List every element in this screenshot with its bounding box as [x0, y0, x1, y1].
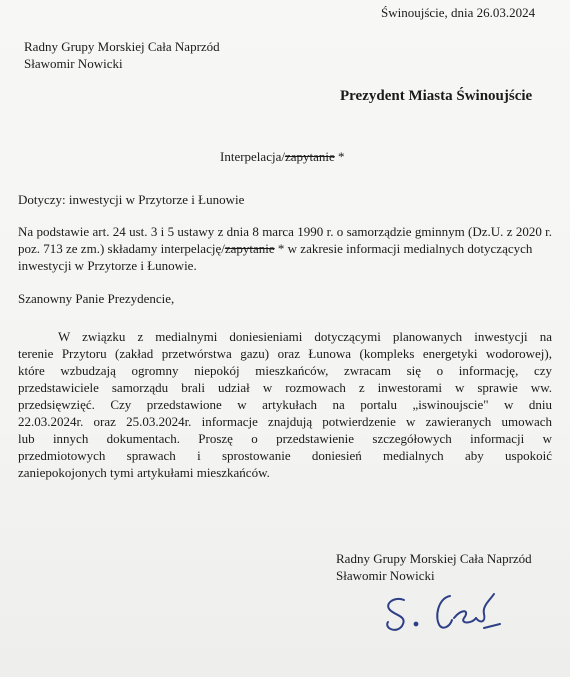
basis-line-1: Na podstawie art. 24 ust. 3 i 5 ustawy z dnia 8 marca 1990 r. o samorządzie gminnym (Dz.U. z 2020 r. — [18, 224, 552, 239]
closing-line-1: Radny Grupy Morskiej Cała Naprzód — [336, 551, 532, 566]
title-struck-word: zapytanie — [284, 149, 335, 164]
basis-line-2 — [18, 240, 552, 257]
handwritten-signature — [380, 588, 520, 636]
place-date: Świnoujście, dnia 26.03.2024 — [381, 5, 536, 20]
signature-stroke — [454, 611, 476, 622]
signature-stroke — [476, 594, 494, 621]
signature-stroke — [387, 599, 404, 630]
title-main: Interpelacja/ — [220, 149, 285, 164]
basis-line-2-a: poz. 713 ze zm.) składamy interpelację/ — [18, 241, 225, 256]
subject-line: Dotyczy: inwestycji w Przytorze i Łunowie — [18, 192, 245, 207]
addressee: Prezydent Miasta Świnoujście — [340, 88, 533, 104]
title-mark: * — [334, 149, 345, 164]
legal-basis-paragraph — [18, 223, 552, 274]
sender-line-2: Sławomir Nowicki — [24, 56, 123, 71]
basis-struck-word: zapytanie — [224, 241, 275, 256]
body-line: przedstawiciele samorządu brali udział w rozmowach z inwestorami w sprawie ww. — [18, 380, 552, 395]
body-line: przedsięwzięć. Czy przedstawione w artykułach na portalu „iswinoujscie" w dniu — [18, 397, 552, 412]
body-line: przedmiotowych sprawach i sprostowanie doniesień medialnych aby uspokoić — [18, 448, 552, 463]
signature-stroke — [437, 596, 452, 628]
document-title — [220, 148, 345, 165]
closing-line-2: Sławomir Nowicki — [336, 568, 435, 583]
basis-line-2-b: * w zakresie informacji medialnych dotyczących — [274, 241, 533, 256]
body-line: W związku z medialnymi doniesieniami dotyczącymi planowanych inwestycji na — [58, 329, 552, 344]
body-line: 22.03.2024r. oraz 25.03.2024r. informacje znajdują potwierdzenie w zawieranych umowach — [18, 414, 552, 429]
signature-stroke — [484, 624, 500, 628]
body-line: terenie Przytoru (zakład przetwórstwa gazu) oraz Łunowa (kompleks energetyki wodorowej), — [18, 346, 552, 361]
salutation: Szanowny Panie Prezydencie, — [18, 291, 175, 306]
body-line: lub innych dokumentach. Proszę o przedstawienie szczegółowych informacji w — [18, 431, 552, 446]
sender-line-1: Radny Grupy Morskiej Cała Naprzód — [24, 39, 220, 54]
basis-line-3: inwestycji w Przytorze i Łunowie. — [18, 258, 197, 273]
body-line: które wzbudzają ogromny niepokój mieszkańców, zwracam się o informację, czy — [18, 363, 552, 378]
body-paragraph — [18, 328, 552, 481]
body-line: zaniepokojonych tymi artykułami mieszkańców. — [18, 465, 270, 480]
signature-dot — [415, 623, 418, 626]
